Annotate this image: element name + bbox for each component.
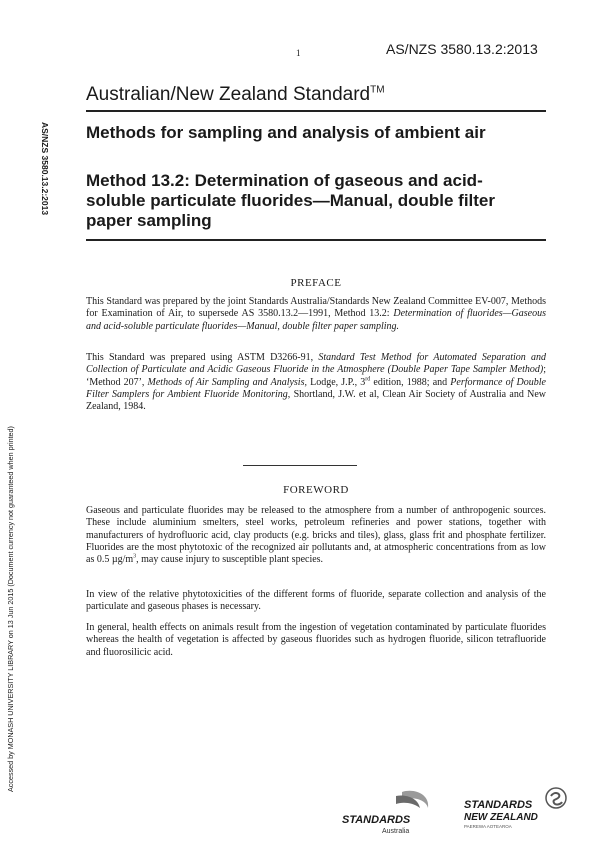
preface-p2-text-a: This Standard was prepared using ASTM D3266-91, <box>86 352 319 363</box>
preface-heading: PREFACE <box>290 277 342 289</box>
preface-p2-italic-g: Performance of Double Filter Samplers for Ambient Fluoride Monitoring <box>86 376 546 400</box>
foreword-p1-text-b: , may cause injury to susceptible plant species. <box>136 554 324 566</box>
standard-title <box>86 84 385 106</box>
document-title-line2: Method 13.2: Determination of gaseous and acid-soluble particulate fluorides—Manual, double filter paper sampling <box>86 171 495 230</box>
preface-p2-text-f: edition, 1988; and <box>370 376 451 388</box>
access-note <box>2 300 16 800</box>
preface-p2-italic-b: Standard Test Method for Automated Separation and Collection of Particulate and Acidic Gaseous Fluoride in the Atmosphere (Double Paper Tape Sampler Method) <box>86 352 546 376</box>
section-divider <box>243 465 357 466</box>
foreword-paragraph-3: In general, health effects on animals result from the ingestion of vegetation contaminated by particulate fluorides whereas the health of vegetation is affected by gaseous fluorides such as hydrogen fluoride, silicon tetrafluoride and fluorosilicic acid. <box>86 622 546 658</box>
standard-title-text: Australian/New Zealand Standard <box>86 84 371 105</box>
title-rule <box>86 239 546 241</box>
trademark-mark: TM <box>370 84 385 96</box>
document-id: AS/NZS 3580.13.2:2013 <box>386 41 538 57</box>
nz-logo-word: STANDARDS <box>464 799 533 811</box>
foreword-heading: FOREWORD <box>283 484 349 496</box>
preface-p2-text-h: , Shortland, J.W. et al, Clean Air Society of Australia and New Zealand, 1984. <box>86 388 546 413</box>
foreword-paragraph-2: In view of the relative phytotoxicities of the different forms of fluoride, separate collection and analysis of the particulate and gaseous phases is necessary. <box>86 589 546 613</box>
nz-logo-maori: PAEREWA AOTEAROA <box>464 824 512 829</box>
sa-logo-word: STANDARDS <box>342 814 411 826</box>
preface-p2-text-c: ; ‘Method 207’, <box>86 364 546 388</box>
page-number: 1 <box>296 48 301 58</box>
document-title-line1: Methods for sampling and analysis of ambient air <box>86 123 486 142</box>
standards-australia-logo <box>340 786 435 838</box>
nz-logo-country: NEW ZEALAND <box>464 812 538 823</box>
sa-logo-country: Australia <box>382 828 410 835</box>
preface-paragraph-1 <box>86 296 546 333</box>
standards-new-zealand-logo <box>462 786 572 838</box>
foreword-p1-superscript: 3 <box>133 553 137 560</box>
access-note-text: Accessed by MONASH UNIVERSITY LIBRARY on 13 Jun 2015 (Document currency not guaranteed when printed) <box>6 426 15 792</box>
preface-paragraph-2 <box>86 352 546 413</box>
side-document-id <box>40 120 54 260</box>
preface-p1-italic: Determination of fluorides—Gaseous and acid-soluble particulate fluorides—Manual, double filter paper sampling. <box>86 308 547 332</box>
preface-p1-text: This Standard was prepared by the joint Standards Australia/Standards New Zealand Committee EV-007, Methods for Examination of Air, to supersede AS 3580.13.2—1991, Method 13.2: <box>86 296 546 320</box>
foreword-p1-text-a: Gaseous and particulate fluorides may be released to the atmosphere from a number of anthropogenic sources. These include aluminium smelters, steel works, petroleum refineries and power stations, together with manufacturers of hydrofluoric acid, clay products (e.g. bricks and tiles), glass, glass frit and phosphate fertilizer. Fluorides are the most phytotoxic of the recognized air pollutants and, at atmospheric concentrations from as low as 0.5 µg/m <box>86 505 546 566</box>
preface-p2-italic-d: Methods of Air Sampling and Analysis, <box>147 376 307 388</box>
top-rule <box>86 110 546 112</box>
foreword-paragraph-1 <box>86 505 546 566</box>
preface-p2-superscript: rd <box>365 376 371 383</box>
side-document-id-text: AS/NZS 3580.13.2:2013 <box>40 122 50 216</box>
preface-p2-text-e: Lodge, J.P., 3 <box>306 376 366 388</box>
